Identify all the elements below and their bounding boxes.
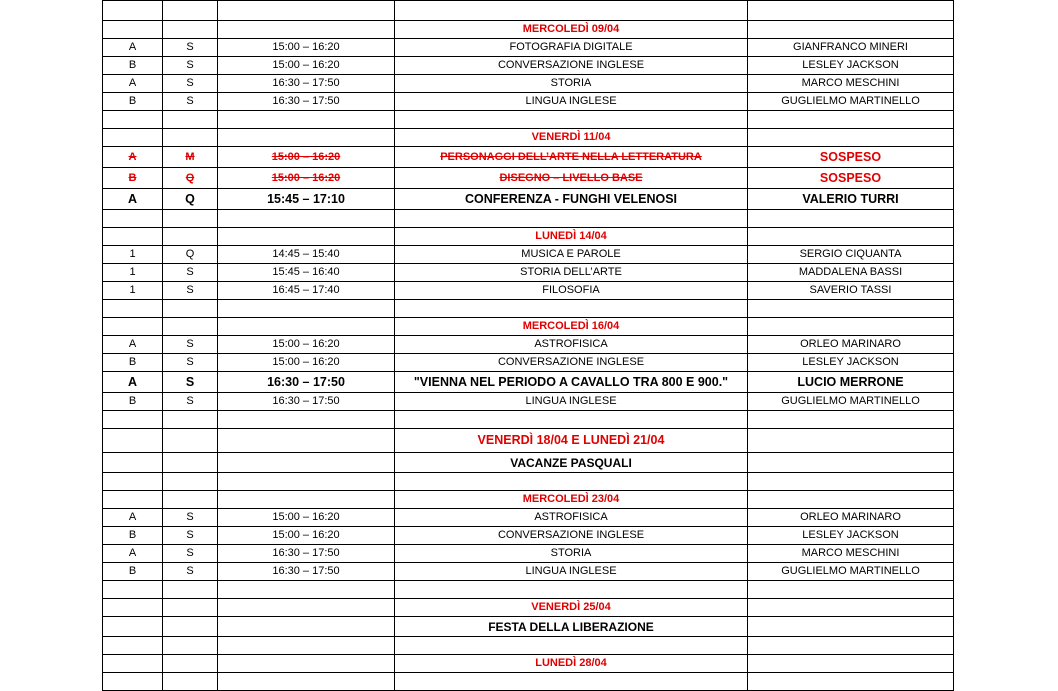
time-cell: 16:30 – 17:50 xyxy=(218,75,395,93)
type-cell: S xyxy=(163,93,218,111)
teacher-cell: LESLEY JACKSON xyxy=(748,527,954,545)
empty-cell xyxy=(103,655,163,673)
group-cell: A xyxy=(103,336,163,354)
date-header: LUNEDÌ 28/04 xyxy=(395,655,748,673)
teacher-cell: ORLEO MARINARO xyxy=(748,336,954,354)
time-cell: 15:00 – 16:20 xyxy=(218,509,395,527)
date-header-row xyxy=(103,599,954,617)
empty-cell xyxy=(748,599,954,617)
table-row xyxy=(103,189,954,210)
col-type-cell xyxy=(163,581,218,599)
type-cell: M xyxy=(163,147,218,168)
time-cell: 15:00 – 16:20 xyxy=(218,527,395,545)
type-cell: S xyxy=(163,372,218,393)
teacher-cell: LESLEY JACKSON xyxy=(748,57,954,75)
col-teacher-cell xyxy=(748,411,954,429)
type-cell: Q xyxy=(163,168,218,189)
course-cell: FILOSOFIA xyxy=(395,282,748,300)
empty-cell xyxy=(163,599,218,617)
empty-cell xyxy=(163,318,218,336)
col-teacher-cell xyxy=(748,637,954,655)
date-header: VENERDÌ 11/04 xyxy=(395,129,748,147)
group-cell: 1 xyxy=(103,264,163,282)
type-cell: S xyxy=(163,336,218,354)
course-cell: CONVERSAZIONE INGLESE xyxy=(395,527,748,545)
group-cell: A xyxy=(103,545,163,563)
empty-cell xyxy=(218,129,395,147)
empty-cell xyxy=(218,599,395,617)
col-group-cell xyxy=(103,111,163,129)
schedule-body xyxy=(103,1,954,691)
col-teacher-cell xyxy=(748,1,954,21)
table-row xyxy=(103,527,954,545)
group-cell: B xyxy=(103,354,163,372)
empty-cell xyxy=(163,429,218,453)
teacher-cell: MADDALENA BASSI xyxy=(748,264,954,282)
type-cell: S xyxy=(163,282,218,300)
table-row xyxy=(103,354,954,372)
group-cell: A xyxy=(103,75,163,93)
table-row xyxy=(103,57,954,75)
group-cell: A xyxy=(103,39,163,57)
empty-cell xyxy=(103,21,163,39)
course-cell: STORIA DELL’ARTE xyxy=(395,264,748,282)
group-cell: A xyxy=(103,147,163,168)
teacher-cell: MARCO MESCHINI xyxy=(748,75,954,93)
type-cell: S xyxy=(163,563,218,581)
time-cell: 16:30 – 17:50 xyxy=(218,545,395,563)
course-cell: DISEGNO – LIVELLO BASE xyxy=(395,168,748,189)
col-type-cell xyxy=(163,1,218,21)
col-course-cell xyxy=(395,300,748,318)
empty-cell xyxy=(103,453,163,473)
group-cell: B xyxy=(103,93,163,111)
teacher-cell: GUGLIELMO MARTINELLO xyxy=(748,393,954,411)
blank-row xyxy=(103,411,954,429)
teacher-cell: SAVERIO TASSI xyxy=(748,282,954,300)
course-cell: STORIA xyxy=(395,545,748,563)
info-row xyxy=(103,617,954,637)
table-row xyxy=(103,563,954,581)
type-cell: S xyxy=(163,393,218,411)
empty-cell xyxy=(748,429,954,453)
col-teacher-cell xyxy=(748,210,954,228)
date-header-row xyxy=(103,21,954,39)
table-row xyxy=(103,393,954,411)
table-row xyxy=(103,246,954,264)
type-cell: S xyxy=(163,57,218,75)
course-cell: LINGUA INGLESE xyxy=(395,93,748,111)
group-cell: 1 xyxy=(103,246,163,264)
table-row xyxy=(103,168,954,189)
table-row xyxy=(103,75,954,93)
empty-cell xyxy=(748,655,954,673)
blank-row xyxy=(103,581,954,599)
teacher-cell: SOSPESO xyxy=(748,168,954,189)
table-row xyxy=(103,39,954,57)
col-course-cell xyxy=(395,1,748,21)
empty-cell xyxy=(218,429,395,453)
col-group-cell xyxy=(103,1,163,21)
empty-cell xyxy=(748,129,954,147)
time-cell: 15:00 – 16:20 xyxy=(218,147,395,168)
col-group-cell xyxy=(103,581,163,599)
date-header: MERCOLEDÌ 23/04 xyxy=(395,491,748,509)
course-cell: MUSICA E PAROLE xyxy=(395,246,748,264)
blank-row xyxy=(103,111,954,129)
empty-cell xyxy=(103,129,163,147)
empty-cell xyxy=(748,318,954,336)
type-cell: S xyxy=(163,354,218,372)
blank-row xyxy=(103,637,954,655)
table-row xyxy=(103,282,954,300)
empty-cell xyxy=(748,453,954,473)
course-cell: ASTROFISICA xyxy=(395,336,748,354)
col-teacher-cell xyxy=(748,581,954,599)
table-row xyxy=(103,93,954,111)
time-cell: 16:30 – 17:50 xyxy=(218,372,395,393)
date-header: VENERDÌ 25/04 xyxy=(395,599,748,617)
empty-cell xyxy=(103,429,163,453)
date-header: MERCOLEDÌ 16/04 xyxy=(395,318,748,336)
info-row xyxy=(103,453,954,473)
col-time-cell xyxy=(218,1,395,21)
schedule-table xyxy=(102,0,954,691)
col-type-cell xyxy=(163,637,218,655)
teacher-cell: SERGIO CIQUANTA xyxy=(748,246,954,264)
empty-cell xyxy=(748,228,954,246)
col-group-cell xyxy=(103,300,163,318)
group-cell: A xyxy=(103,372,163,393)
col-group-cell xyxy=(103,411,163,429)
col-type-cell xyxy=(163,473,218,491)
time-cell: 16:30 – 17:50 xyxy=(218,563,395,581)
course-cell: PERSONAGGI DELL’ARTE NELLA LETTERATURA xyxy=(395,147,748,168)
col-teacher-cell xyxy=(748,473,954,491)
col-course-cell xyxy=(395,411,748,429)
col-group-cell xyxy=(103,473,163,491)
col-time-cell xyxy=(218,581,395,599)
col-group-cell xyxy=(103,637,163,655)
col-course-cell xyxy=(395,111,748,129)
empty-cell xyxy=(103,228,163,246)
time-cell: 15:00 – 16:20 xyxy=(218,39,395,57)
group-cell: 1 xyxy=(103,282,163,300)
col-teacher-cell xyxy=(748,111,954,129)
date-header-row xyxy=(103,429,954,453)
empty-cell xyxy=(218,491,395,509)
teacher-cell: GUGLIELMO MARTINELLO xyxy=(748,93,954,111)
empty-cell xyxy=(218,228,395,246)
empty-cell xyxy=(218,655,395,673)
table-row xyxy=(103,264,954,282)
time-cell: 15:45 – 16:40 xyxy=(218,264,395,282)
group-cell: B xyxy=(103,393,163,411)
teacher-cell: LESLEY JACKSON xyxy=(748,354,954,372)
col-time-cell xyxy=(218,411,395,429)
col-time-cell xyxy=(218,673,395,691)
col-teacher-cell xyxy=(748,673,954,691)
group-cell: B xyxy=(103,168,163,189)
type-cell: S xyxy=(163,264,218,282)
blank-row xyxy=(103,300,954,318)
course-cell: LINGUA INGLESE xyxy=(395,393,748,411)
teacher-cell: LUCIO MERRONE xyxy=(748,372,954,393)
type-cell: S xyxy=(163,75,218,93)
empty-cell xyxy=(163,655,218,673)
blank-row xyxy=(103,473,954,491)
col-teacher-cell xyxy=(748,300,954,318)
empty-cell xyxy=(218,318,395,336)
time-cell: 16:30 – 17:50 xyxy=(218,93,395,111)
type-cell: Q xyxy=(163,189,218,210)
col-course-cell xyxy=(395,210,748,228)
date-header-row xyxy=(103,655,954,673)
col-course-cell xyxy=(395,473,748,491)
group-cell: A xyxy=(103,509,163,527)
empty-cell xyxy=(748,491,954,509)
empty-cell xyxy=(163,228,218,246)
empty-cell xyxy=(748,21,954,39)
table-row xyxy=(103,509,954,527)
time-cell: 14:45 – 15:40 xyxy=(218,246,395,264)
table-row xyxy=(103,372,954,393)
type-cell: S xyxy=(163,509,218,527)
date-header-row xyxy=(103,491,954,509)
group-cell: B xyxy=(103,527,163,545)
course-cell: STORIA xyxy=(395,75,748,93)
col-time-cell xyxy=(218,210,395,228)
empty-cell xyxy=(163,21,218,39)
info-label: FESTA DELLA LIBERAZIONE xyxy=(395,617,748,637)
time-cell: 16:30 – 17:50 xyxy=(218,393,395,411)
type-cell: Q xyxy=(163,246,218,264)
col-type-cell xyxy=(163,210,218,228)
teacher-cell: GIANFRANCO MINERI xyxy=(748,39,954,57)
type-cell: S xyxy=(163,545,218,563)
table-row xyxy=(103,336,954,354)
col-course-cell xyxy=(395,637,748,655)
teacher-cell: VALERIO TURRI xyxy=(748,189,954,210)
blank-row xyxy=(103,1,954,21)
col-course-cell xyxy=(395,581,748,599)
col-course-cell xyxy=(395,673,748,691)
empty-cell xyxy=(163,491,218,509)
group-cell: B xyxy=(103,563,163,581)
course-cell: CONVERSAZIONE INGLESE xyxy=(395,354,748,372)
course-cell: CONFERENZA - FUNGHI VELENOSI xyxy=(395,189,748,210)
empty-cell xyxy=(163,129,218,147)
teacher-cell: SOSPESO xyxy=(748,147,954,168)
blank-row xyxy=(103,210,954,228)
col-group-cell xyxy=(103,673,163,691)
empty-cell xyxy=(103,318,163,336)
type-cell: S xyxy=(163,527,218,545)
info-label: VACANZE PASQUALI xyxy=(395,453,748,473)
time-cell: 15:00 – 16:20 xyxy=(218,354,395,372)
course-cell: "VIENNA NEL PERIODO A CAVALLO TRA 800 E 900." xyxy=(395,372,748,393)
time-cell: 15:00 – 16:20 xyxy=(218,168,395,189)
empty-cell xyxy=(218,453,395,473)
date-header-row xyxy=(103,228,954,246)
date-header: LUNEDÌ 14/04 xyxy=(395,228,748,246)
col-group-cell xyxy=(103,210,163,228)
col-type-cell xyxy=(163,111,218,129)
group-cell: A xyxy=(103,189,163,210)
teacher-cell: MARCO MESCHINI xyxy=(748,545,954,563)
col-type-cell xyxy=(163,300,218,318)
date-header: VENERDÌ 18/04 E LUNEDÌ 21/04 xyxy=(395,429,748,453)
group-cell: B xyxy=(103,57,163,75)
course-cell: FOTOGRAFIA DIGITALE xyxy=(395,39,748,57)
col-time-cell xyxy=(218,300,395,318)
empty-cell xyxy=(163,617,218,637)
course-cell: LINGUA INGLESE xyxy=(395,563,748,581)
date-header-row xyxy=(103,318,954,336)
empty-cell xyxy=(748,617,954,637)
blank-row xyxy=(103,673,954,691)
col-type-cell xyxy=(163,411,218,429)
teacher-cell: ORLEO MARINARO xyxy=(748,509,954,527)
date-header: MERCOLEDÌ 09/04 xyxy=(395,21,748,39)
date-header-row xyxy=(103,129,954,147)
time-cell: 15:00 – 16:20 xyxy=(218,336,395,354)
time-cell: 15:00 – 16:20 xyxy=(218,57,395,75)
col-time-cell xyxy=(218,473,395,491)
col-time-cell xyxy=(218,637,395,655)
time-cell: 15:45 – 17:10 xyxy=(218,189,395,210)
time-cell: 16:45 – 17:40 xyxy=(218,282,395,300)
empty-cell xyxy=(218,21,395,39)
empty-cell xyxy=(163,453,218,473)
table-row xyxy=(103,147,954,168)
course-cell: ASTROFISICA xyxy=(395,509,748,527)
course-cell: CONVERSAZIONE INGLESE xyxy=(395,57,748,75)
type-cell: S xyxy=(163,39,218,57)
col-time-cell xyxy=(218,111,395,129)
empty-cell xyxy=(218,617,395,637)
empty-cell xyxy=(103,617,163,637)
table-row xyxy=(103,545,954,563)
col-type-cell xyxy=(163,673,218,691)
empty-cell xyxy=(103,599,163,617)
empty-cell xyxy=(103,491,163,509)
teacher-cell: GUGLIELMO MARTINELLO xyxy=(748,563,954,581)
